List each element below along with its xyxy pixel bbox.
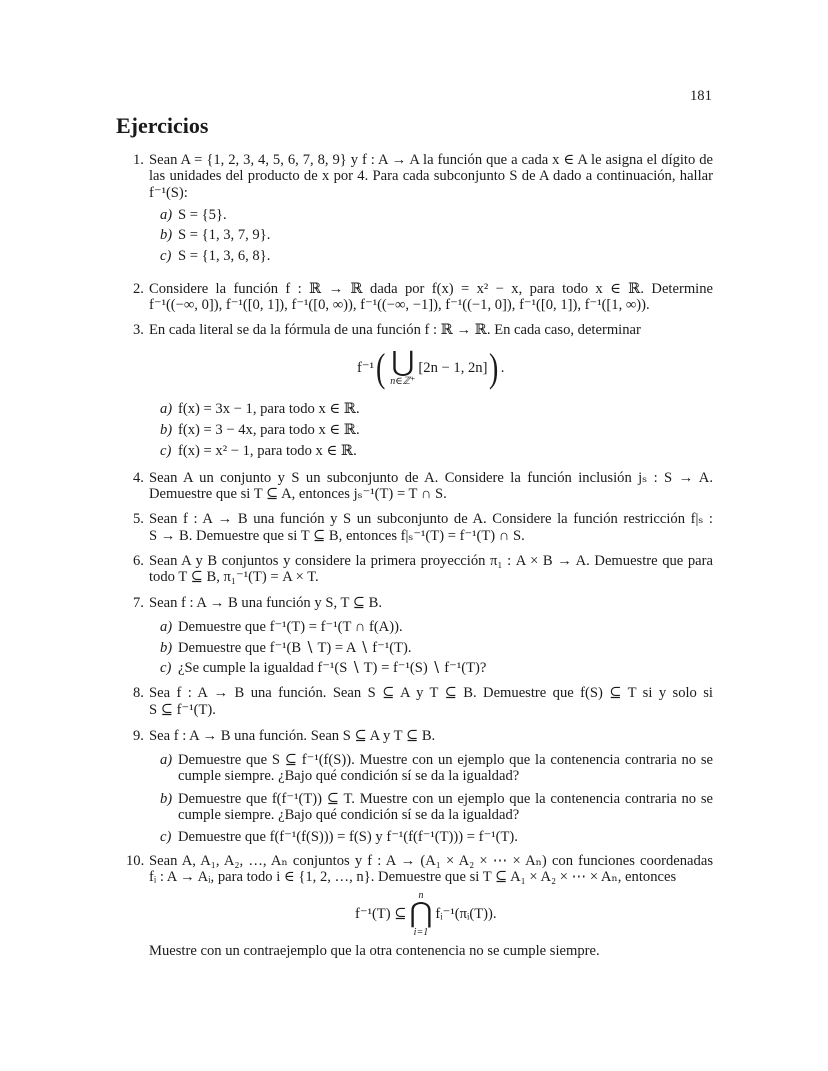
- union-operator: [390, 346, 416, 387]
- subitem-label: b): [160, 791, 173, 807]
- exercise-number: 8.: [133, 685, 144, 701]
- exercise-number: 10.: [126, 853, 145, 869]
- exercise-text-line: Sean f : A → B una función y S, T ⊆ B.: [149, 595, 383, 611]
- subitem-text-line: S = {1, 3, 7, 9}.: [178, 227, 271, 243]
- exercise-text-line: S → B. Demuestre que si T ⊆ B, entonces f|ₛ⁻¹(T) = f⁻¹(T) ∩ S.: [149, 528, 525, 544]
- exercise-text-line: Sea f : A → B una función. Sean S ⊆ A y T ⊆ B. Demuestre que f(S) ⊆ T si y solo si: [149, 685, 713, 701]
- subitem-label: b): [160, 227, 173, 243]
- exercise-text-line: todo T ⊆ B, π₁⁻¹(T) = A × T.: [149, 569, 319, 585]
- union-subscript: n∈ℤ⁺: [390, 375, 416, 387]
- display-formula-3: [357, 345, 505, 390]
- exercise-text-line: Sean A un conjunto y S un subconjunto de A. Considere la función inclusión jₛ : S → A.: [149, 470, 713, 486]
- subitem-label: a): [160, 752, 173, 768]
- subitem-label: c): [160, 248, 172, 264]
- exercise-text-line: Considere la función f : ℝ → ℝ dada por f(x) = x² − x, para todo x ∈ ℝ. Determine: [149, 281, 713, 297]
- formula-prefix: f⁻¹: [357, 360, 374, 376]
- subitem-text-line: Demuestre que f(f⁻¹(T)) ⊆ T. Muestre con un ejemplo que la contenencia contraria no se: [178, 791, 713, 807]
- subitem-label: a): [160, 619, 173, 635]
- exercise-text-line: S ⊆ f⁻¹(T).: [149, 702, 216, 718]
- intersection-operator: [409, 890, 432, 938]
- subitem-label: c): [160, 829, 172, 845]
- subitem-text-line: cumple siempre. ¿Bajo qué condición sí se da la igualdad?: [178, 807, 520, 823]
- formula-prefix: f⁻¹(T) ⊆: [355, 906, 407, 922]
- exercise-number: 5.: [133, 511, 144, 527]
- close-paren: ): [489, 345, 499, 390]
- exercise-number: 2.: [133, 281, 144, 297]
- exercise-number: 9.: [133, 728, 144, 744]
- formula-body: fᵢ⁻¹(πᵢ(T)).: [435, 906, 497, 922]
- subitem-text-line: f(x) = 3x − 1, para todo x ∈ ℝ.: [178, 401, 360, 417]
- open-paren: (: [375, 345, 386, 390]
- subitem-label: b): [160, 422, 173, 438]
- subitem-text-line: Demuestre que f⁻¹(B ∖ T) = A ∖ f⁻¹(T).: [178, 640, 412, 656]
- display-formula-10: [355, 890, 497, 938]
- exercise-text-line: Sean f : A → B una función y S un subconjunto de A. Considere la función restricción f|ₛ :: [149, 511, 713, 527]
- exercise-number: 6.: [133, 553, 144, 569]
- exercise-text-line: Sean A, A₁, A₂, …, Aₙ conjuntos y f : A → (A₁ × A₂ × ⋯ × Aₙ) con funciones coordenadas: [149, 853, 713, 869]
- subitem-label: a): [160, 207, 173, 223]
- subitem-text-line: S = {5}.: [178, 207, 227, 223]
- exercise-text-line: Sean A = {1, 2, 3, 4, 5, 6, 7, 8, 9} y f : A → A la función que a cada x ∈ A le asigna el dígito de: [149, 152, 713, 168]
- formula-body: [2n − 1, 2n]: [418, 359, 488, 376]
- exercise-number: 4.: [133, 470, 144, 486]
- exercise-text-line: las unidades del producto de x por 4. Para cada subconjunto S de A dado a continuación, hallar: [149, 168, 713, 184]
- exercise-text-line: Sean A y B conjuntos y considere la primera proyección π₁ : A × B → A. Demuestre que para: [149, 553, 713, 569]
- intersection-bottom: i=1: [413, 927, 429, 938]
- intersection-top: n: [418, 890, 424, 901]
- subitem-label: c): [160, 660, 172, 676]
- subitem-label: b): [160, 640, 173, 656]
- closing-text: Muestre con un contraejemplo que la otra contenencia no se cumple siempre.: [149, 943, 600, 959]
- subitem-label: c): [160, 443, 172, 459]
- subitem-text-line: Demuestre que S ⊆ f⁻¹(f(S)). Muestre con un ejemplo que la contenencia contraria no se: [178, 752, 713, 768]
- exercise-number: 7.: [133, 595, 144, 611]
- subitem-text-line: f(x) = 3 − 4x, para todo x ∈ ℝ.: [178, 422, 360, 438]
- exercise-text-line: En cada literal se da la fórmula de una función f : ℝ → ℝ. En cada caso, determinar: [149, 322, 641, 338]
- exercise-text-line: f⁻¹((−∞, 0]), f⁻¹([0, 1]), f⁻¹([0, ∞)), f⁻¹((−∞, −1]), f⁻¹((−1, 0]), f⁻¹([0, 1]), f⁻¹([1, ∞)).: [149, 297, 650, 313]
- subitem-text-line: cumple siempre. ¿Bajo qué condición sí se da la igualdad?: [178, 768, 520, 784]
- page-number: 181: [690, 88, 712, 104]
- subitem-text-line: Demuestre que f⁻¹(T) = f⁻¹(T ∩ f(A)).: [178, 619, 403, 635]
- exercise-text-line: Sea f : A → B una función. Sean S ⊆ A y T ⊆ B.: [149, 728, 436, 744]
- union-symbol: ⋃: [391, 346, 415, 378]
- subitem-text-line: f(x) = x² − 1, para todo x ∈ ℝ.: [178, 443, 357, 459]
- exercise-text-line: Demuestre que si T ⊆ A, entonces jₛ⁻¹(T) = T ∩ S.: [149, 486, 447, 502]
- subitem-label: a): [160, 401, 173, 417]
- formula-end: .: [500, 359, 505, 376]
- intersection-symbol: ⋂: [409, 898, 433, 929]
- exercise-number: 3.: [133, 322, 144, 338]
- exercise-text-line: f⁻¹(S):: [149, 185, 188, 201]
- exercise-number: 1.: [133, 152, 144, 168]
- subitem-text-line: Demuestre que f(f⁻¹(f(S))) = f(S) y f⁻¹(f(f⁻¹(T))) = f⁻¹(T).: [178, 829, 518, 845]
- exercise-text-line: fᵢ : A → Aᵢ, para todo i ∈ {1, 2, …, n}. Demuestre que si T ⊆ A₁ × A₂ × ⋯ × Aₙ, entonces: [149, 869, 677, 885]
- subitem-text-line: ¿Se cumple la igualdad f⁻¹(S ∖ T) = f⁻¹(S) ∖ f⁻¹(T)?: [178, 660, 487, 676]
- section-title: Ejercicios: [116, 113, 209, 138]
- subitem-text-line: S = {1, 3, 6, 8}.: [178, 248, 271, 264]
